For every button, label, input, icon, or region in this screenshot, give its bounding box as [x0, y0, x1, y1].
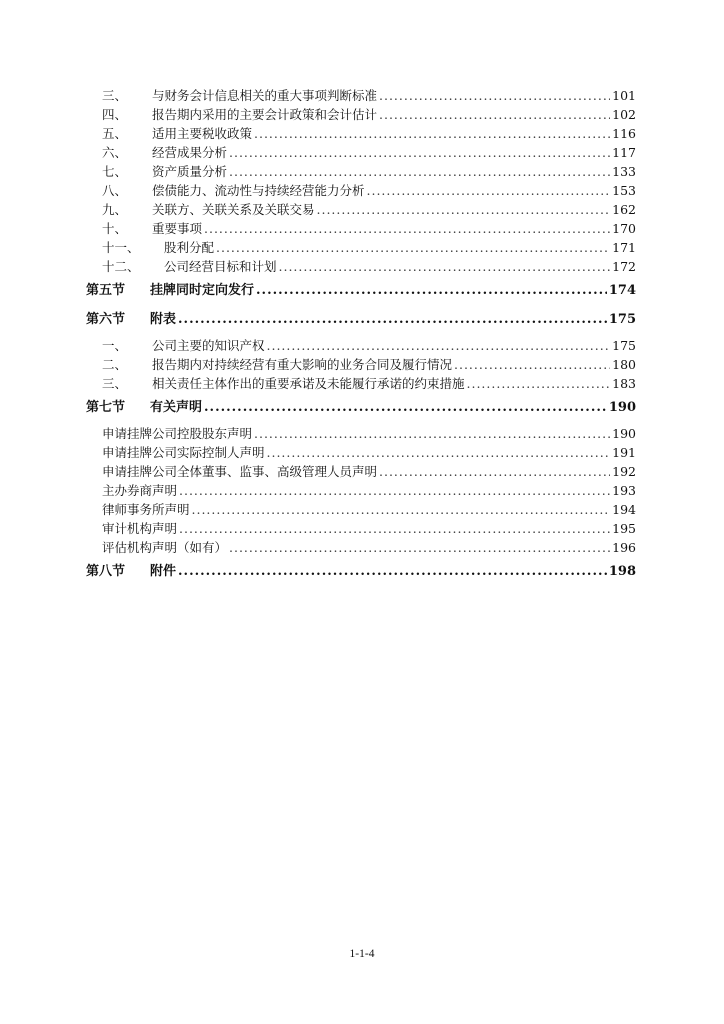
toc-entry[interactable] [86, 336, 636, 355]
dot-leader [256, 278, 607, 304]
dot-leader [204, 395, 607, 421]
toc-entry-number: 十、 [102, 221, 128, 236]
toc-entry-page: 133 [612, 164, 636, 179]
dot-leader [254, 424, 610, 443]
toc-entry[interactable] [86, 124, 636, 143]
dot-leader [192, 500, 611, 519]
dot-leader [379, 105, 610, 124]
dot-leader [216, 238, 610, 257]
toc-entry[interactable] [86, 374, 636, 393]
toc-entry-title: 经营成果分析 [152, 145, 228, 160]
toc-entry-number: 三、 [102, 376, 128, 391]
toc-entry-title: 股利分配 [164, 240, 215, 255]
toc-entry-page: 172 [612, 259, 636, 274]
toc-entry[interactable] [86, 481, 636, 500]
toc-entry-page: 116 [612, 126, 636, 141]
dot-leader [178, 307, 607, 333]
toc-entry-number: 十二、 [102, 259, 140, 274]
toc-entry[interactable] [86, 355, 636, 374]
toc-entry-title: 资产质量分析 [152, 164, 228, 179]
toc-entry-page: 153 [612, 183, 636, 198]
toc-entry-page: 194 [612, 502, 636, 517]
toc-entry-title: 关联方、关联关系及关联交易 [152, 202, 315, 217]
dot-leader [254, 124, 610, 143]
toc-entry-page: 191 [612, 445, 636, 460]
toc-entry-title: 公司主要的知识产权 [152, 338, 265, 353]
dot-leader [367, 181, 611, 200]
toc-entry[interactable] [86, 219, 636, 238]
dot-leader [178, 559, 607, 585]
toc-entry[interactable] [86, 238, 636, 257]
toc-entry-number: 五、 [102, 126, 128, 141]
toc-entry-title: 重要事项 [152, 221, 203, 236]
toc-entry[interactable] [86, 462, 636, 481]
toc-entry[interactable] [86, 162, 636, 181]
toc-entry-page: 193 [612, 483, 636, 498]
section-title: 附件 [150, 564, 177, 579]
section-number: 第七节 [86, 400, 126, 415]
toc-entry[interactable] [86, 424, 636, 443]
toc-entry[interactable] [86, 181, 636, 200]
section-title: 附表 [150, 312, 177, 327]
toc-entry-page: 196 [612, 540, 636, 555]
section-number: 第八节 [86, 564, 126, 579]
toc-entry-number: 十一、 [102, 240, 140, 255]
dot-leader [379, 462, 610, 481]
table-of-contents [86, 86, 636, 588]
toc-entry-number: 九、 [102, 202, 128, 217]
toc-entry[interactable] [86, 500, 636, 519]
dot-leader [179, 481, 610, 500]
dot-leader [229, 143, 610, 162]
toc-entry-page: 190 [612, 426, 636, 441]
toc-entry-title: 申请挂牌公司控股股东声明 [102, 426, 253, 441]
toc-entry-page: 162 [612, 202, 636, 217]
toc-entry-title: 律师事务所声明 [102, 502, 190, 517]
toc-entry-number: 七、 [102, 164, 128, 179]
toc-entry[interactable] [86, 257, 636, 276]
toc-entry-page: 170 [612, 221, 636, 236]
dot-leader [179, 519, 610, 538]
dot-leader [317, 200, 611, 219]
toc-entry-page: 180 [612, 357, 636, 372]
toc-entry-number: 四、 [102, 107, 128, 122]
toc-entry[interactable] [86, 200, 636, 219]
toc-section-6[interactable] [86, 307, 636, 333]
toc-entry-title: 评估机构声明（如有） [102, 540, 228, 555]
toc-entry-title: 适用主要税收政策 [152, 126, 253, 141]
toc-entry-title: 主办券商声明 [102, 483, 178, 498]
toc-entry[interactable] [86, 519, 636, 538]
toc-entry-page: 175 [612, 338, 636, 353]
section-page: 174 [608, 283, 636, 298]
section-title: 有关声明 [150, 400, 203, 415]
toc-entry-number: 八、 [102, 183, 128, 198]
toc-entry[interactable] [86, 86, 636, 105]
toc-entry-page: 101 [612, 88, 636, 103]
toc-entry-number: 六、 [102, 145, 128, 160]
section-title: 挂牌同时定向发行 [150, 283, 255, 298]
toc-entry-number: 三、 [102, 88, 128, 103]
toc-section-5[interactable] [86, 278, 636, 304]
toc-entry-page: 195 [612, 521, 636, 536]
toc-entry-title: 报告期内对持续经营有重大影响的业务合同及履行情况 [152, 357, 453, 372]
toc-entry-page: 117 [612, 145, 636, 160]
dot-leader [204, 219, 610, 238]
dot-leader [454, 355, 610, 374]
dot-leader [267, 443, 611, 462]
toc-entry[interactable] [86, 143, 636, 162]
toc-entry-title: 报告期内采用的主要会计政策和会计估计 [152, 107, 378, 122]
dot-leader [229, 538, 610, 557]
section-page: 175 [608, 312, 636, 327]
toc-entry-title: 申请挂牌公司实际控制人声明 [102, 445, 265, 460]
toc-entry[interactable] [86, 538, 636, 557]
page-number-footer: 1-1-4 [349, 948, 375, 960]
toc-section-7[interactable] [86, 395, 636, 421]
toc-entry[interactable] [86, 443, 636, 462]
dot-leader [229, 162, 610, 181]
dot-leader [267, 336, 611, 355]
toc-entry-title: 申请挂牌公司全体董事、监事、高级管理人员声明 [102, 464, 378, 479]
toc-entry-page: 192 [612, 464, 636, 479]
toc-entry-page: 183 [612, 376, 636, 391]
toc-entry[interactable] [86, 105, 636, 124]
toc-entry-title: 偿债能力、流动性与持续经营能力分析 [152, 183, 365, 198]
section-number: 第五节 [86, 283, 126, 298]
dot-leader [467, 374, 611, 393]
section-number: 第六节 [86, 312, 126, 327]
toc-entry-title: 审计机构声明 [102, 521, 178, 536]
toc-entry-number: 一、 [102, 338, 128, 353]
toc-entry-title: 相关责任主体作出的重要承诺及未能履行承诺的约束措施 [152, 376, 465, 391]
dot-leader [279, 257, 611, 276]
section-page: 190 [608, 400, 636, 415]
toc-entry-number: 二、 [102, 357, 128, 372]
dot-leader [379, 86, 610, 105]
section-page: 198 [608, 564, 636, 579]
toc-entry-title: 与财务会计信息相关的重大事项判断标准 [152, 88, 378, 103]
toc-entry-title: 公司经营目标和计划 [164, 259, 277, 274]
toc-entry-page: 171 [612, 240, 636, 255]
toc-section-8[interactable] [86, 559, 636, 585]
toc-entry-page: 102 [612, 107, 636, 122]
